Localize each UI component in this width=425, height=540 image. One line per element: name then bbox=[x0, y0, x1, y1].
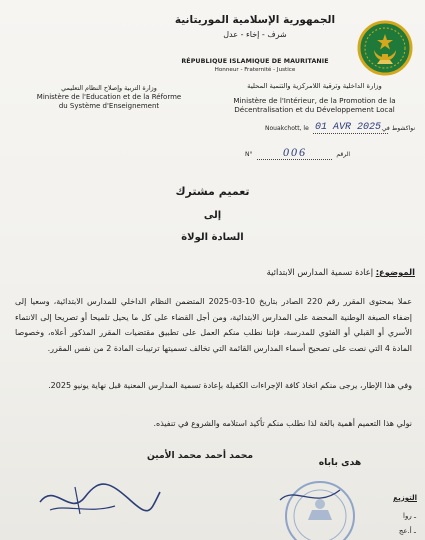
motto-arabic: شرف - إخاء - عدل bbox=[223, 30, 287, 39]
ministry-education-arabic: وزارة التربية وإصلاح النظام التعليمي bbox=[61, 84, 157, 92]
subject-text: إعادة تسمية المدارس الابتدائية bbox=[266, 267, 374, 277]
national-emblem-icon bbox=[357, 20, 413, 76]
signatory-right-name: هدى باباه bbox=[318, 457, 362, 468]
body-paragraph-2: وفي هذا الإطار، يرجى منكم اتخاذ كافة الإجراءات الكفيلة بإعادة تسمية المدارس المعنية قبل نهاية يونيو 2025. bbox=[48, 381, 412, 390]
dateline bbox=[265, 122, 415, 136]
addressee: السادة الولاة bbox=[181, 232, 244, 243]
ministry-interior-french bbox=[212, 96, 417, 115]
dateline-city-french: Nouakchott, le bbox=[265, 125, 309, 132]
distribution-label: التوزيع bbox=[393, 494, 417, 502]
dateline-city-arabic: نواكشوط في bbox=[381, 125, 415, 132]
ministry-interior-french-line1: Ministère de l'Intérieur, de la Promotion de la bbox=[233, 96, 396, 105]
republic-name-arabic: الجمهورية الإسلامية الموريتانية bbox=[174, 14, 336, 26]
distribution-line-2: ـ أ.عج bbox=[398, 527, 416, 535]
reference-label-french: N° bbox=[245, 151, 253, 158]
addressee-preposition: إلى bbox=[203, 210, 222, 221]
distribution-line-1: ـ روا bbox=[403, 512, 416, 520]
ministry-education-french-line2: du Système d'Enseignement bbox=[58, 102, 160, 110]
ministry-interior-arabic: وزارة الداخلية وترقية اللامركزية والتنمية المحلية bbox=[247, 82, 382, 90]
dateline-date: 01 AVR 2025 bbox=[315, 122, 382, 133]
signatory-left-name: محمد أحمد محمد الأمين bbox=[146, 450, 254, 461]
document-title: تعميم مشترك bbox=[175, 185, 250, 198]
reference-number-value: 006 bbox=[283, 145, 307, 159]
reference-label-arabic: الرقم bbox=[336, 151, 350, 158]
republic-name-french: RÉPUBLIQUE ISLAMIQUE DE MAURITANIE bbox=[181, 58, 329, 65]
ministry-education-french bbox=[14, 93, 204, 111]
body-paragraph-3: نولي هذا التعميم أهمية بالغة لذا نطلب منكم تأكيد استلامه والشروع في تنفيذه. bbox=[153, 419, 412, 428]
ministry-interior-french-line2: Décentralisation et du Développement Local bbox=[234, 105, 395, 115]
ministry-education-french-line1: Ministère de l'Education et de la Réforme bbox=[36, 93, 182, 101]
body-paragraph-1: عملا بمحتوى المقرر رقم 220 الصادر بتاريخ 10-03-2025 المتضمن النظام الداخلي للمدارس الابتدائية، وسعيا إلى إضفاء الصبغة الوطنية المحضة على المدارس الابتدائية، ومن أجل القضاء على كل ما يحيل تلميحا أو تصريحا إلى الانتماء الأسري أو القبلي أو الفئوي للمدرسة، فإننا نطلب منكم العمل على تطبيق مقتضيات المقرر المذكور أعلاه، وخصوصا المادة 4 التي نصت على تصحيح أسماء المدارس القائمة التي تخالف تسميتها ترتيبات المادة 2 من نفس المقرر. bbox=[15, 297, 413, 353]
subject-label: الموضوع: bbox=[375, 267, 415, 277]
handwritten-signature bbox=[20, 462, 170, 532]
subject-line bbox=[30, 267, 415, 277]
official-stamp-icon bbox=[270, 470, 380, 540]
reference-number bbox=[245, 145, 350, 163]
motto-french: Honneur - Fraternité - Justice bbox=[214, 67, 296, 73]
